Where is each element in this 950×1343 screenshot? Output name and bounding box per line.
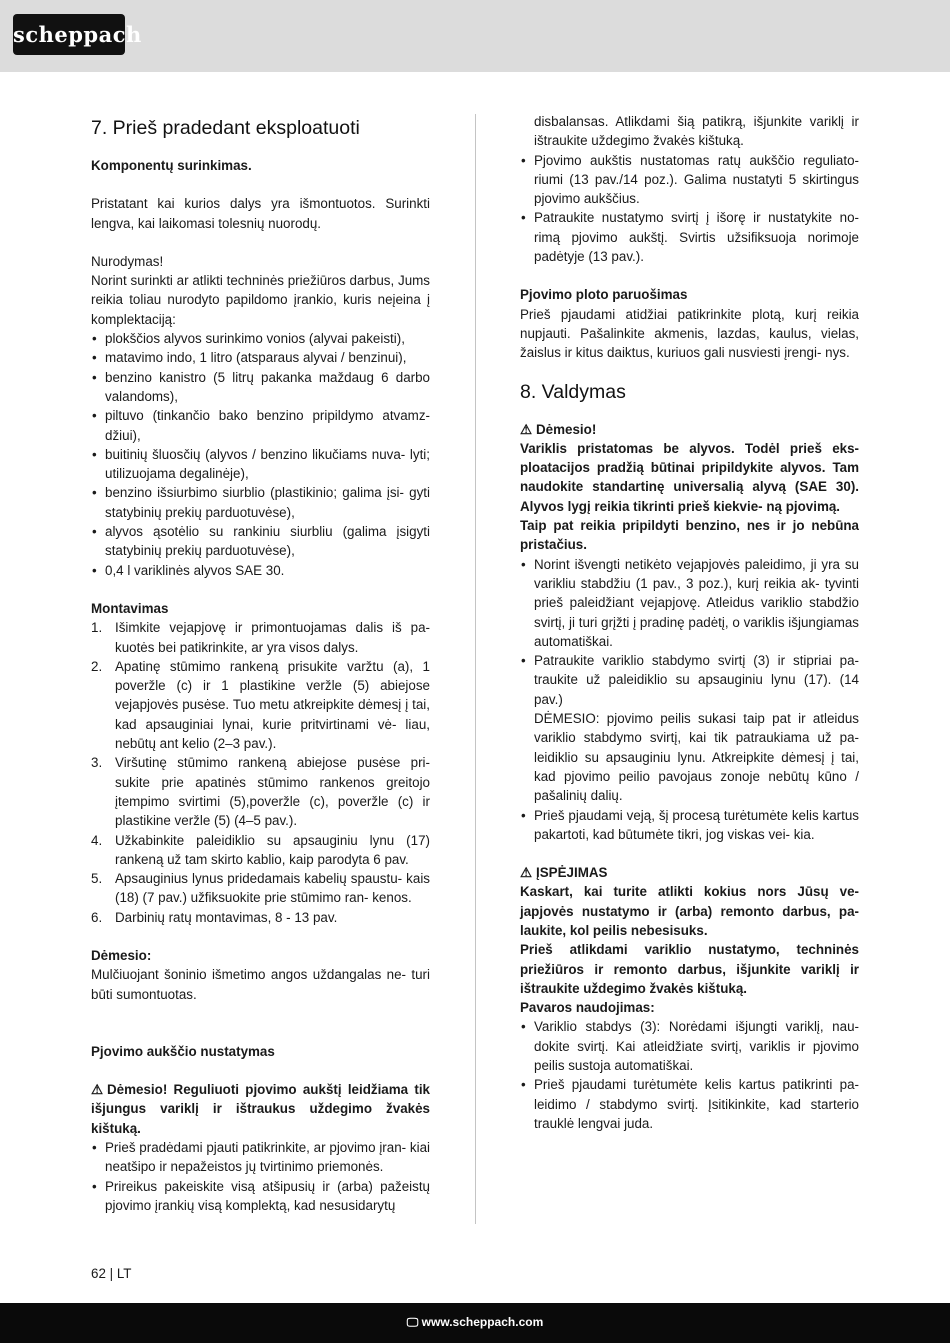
list-item: • Prieš pjaudami veją, šį procesą turėtumėte kelis kartus pakartoti, kad būtumėte tikri, jog viskas vei- kia. <box>520 806 859 845</box>
list-item: • Pjovimo aukštis nustatomas ratų aukščio reguliato- riumi (13 pav./14 poz.). Galima nustatyti 5 skirtingus pjovimo aukščius. <box>520 151 859 209</box>
mounting-steps <box>91 618 430 927</box>
drive-usage-heading: Pavaros naudojimas: <box>520 1000 655 1016</box>
warning-triangle-icon: ⚠ <box>520 865 533 881</box>
scheppach-logo: scheppach <box>13 14 125 55</box>
area-prep-paragraph: Prieš pjaudami atidžiai patikrinkite plotą, kurį reikia nupjauti. Pašalinkite akmenis, lazdas, kaulus, vielas, žaislus ir kitus daiktus, kuriuos gali nusviesti įrengi- nys. <box>520 306 859 361</box>
list-item: • alyvos ąsotėlio su rankiniu siurbliu (galima įsigyti statybinių prekių parduotuvėse), <box>91 522 430 561</box>
list-item: • Prieš pradėdami pjauti patikrinkite, ar pjovimo įran- kiai neatšipo ir nepažeistos jų tvirtinimo priemonės. <box>91 1138 430 1177</box>
list-item: 3. Viršutinę stūmimo rankeną abiejose pusėse pri- sukite prie apatinės stūmimo rankenos greitojo įtempimo svirtimi (5),poveržle (c), poveržle (c) ir plastikine veržle (5) (4–5 pav.). <box>91 755 430 829</box>
area-prep-heading: Pjovimo ploto paruošimas <box>520 287 688 303</box>
list-item: • Variklio stabdys (3): Norėdami išjungti variklį, nau- dokite svirtį. Kai atleidžiate svirtį, variklis ir pjovimo peilis sustoja automatiškai. <box>520 1017 859 1075</box>
page-number: 62 | LT <box>91 1266 132 1281</box>
warning-triangle-icon: ⚠ <box>91 1082 104 1098</box>
note-paragraph: Norint surinkti ar atlikti techninės priežiūros darbus, Jums reikia toliau nurodyto papildomo įrankio, kuris neįeina į komplektaciją: <box>91 273 430 327</box>
list-item: • Patraukite nustatymo svirtį į išorę ir nustatykite no- rimą pjovimo aukštį. Svirtis užsifiksuoja norimoje padėtyje (13 pav.). <box>520 208 859 266</box>
list-item: • 0,4 l variklinės alyvos SAE 30. <box>91 561 430 580</box>
list-item: • plokščios alyvos surinkimo vonios (alyvai pakeisti), <box>91 329 430 348</box>
header-bar <box>0 0 950 72</box>
list-item: • piltuvo (tinkančio bako benzino pripildymo atvamz- džiui), <box>91 406 430 445</box>
attention-paragraph: Mulčiuojant šoninio išmetimo angos uždangalas ne- turi būti sumontuotas. <box>91 967 430 1002</box>
column-divider <box>475 114 476 1224</box>
left-column <box>91 112 430 1215</box>
list-item: • benzino kanistro (5 litrų pakanka maždaug 6 darbo valandoms), <box>91 368 430 407</box>
warning-2-paragraph: Kaskart, kai turite atlikti kokius nors Jūsų ve- japjovės nustatymo ir (arba) remonto darbus, pa- laukite, kol peilis nebesisuks. <box>520 884 859 938</box>
note-label: Nurodymas! <box>91 253 164 269</box>
computer-icon: 🖵 <box>406 1315 422 1329</box>
operation-list <box>520 555 859 844</box>
warning-1-title: ⚠ Dėmesio! <box>520 420 859 439</box>
warning-1-paragraph: Variklis pristatomas be alyvos. Todėl prieš eks- ploatacijos pradžią būtinai pripildykite alyvos. Tam naudokite standartinę universalią alyvą (SAE 30). Alyvos lygį reikia tikrinti prieš kiekvie- ną pjovimą. <box>520 440 859 514</box>
list-item: • matavimo indo, 1 litro (atsparaus alyvai / benzinui), <box>91 348 430 367</box>
list-item: • Prireikus pakeiskite visą atšipusių ir (arba) pažeistų pjovimo įrankių visą komplektą, kad nesusidarytų <box>91 1177 430 1216</box>
section-7-heading: 7. Prieš pradedant eksploatuoti <box>91 117 360 139</box>
website-link[interactable]: 🖵 www.scheppach.com <box>406 1315 544 1329</box>
warning-1-paragraph-2: Taip pat reikia pripildyti benzino, nes ir jo nebūna pristačius. <box>520 518 859 553</box>
assembly-heading: Komponentų surinkimas. <box>91 158 252 173</box>
continued-paragraph: disbalansas. Atlikdami šią patikrą, išjunkite variklį ir ištraukite uždegimo žvakės kištuką. <box>534 114 859 149</box>
tools-list <box>91 329 430 580</box>
footer-bar <box>0 1303 950 1343</box>
cutting-height-warning: ⚠ Dėmesio! Reguliuoti pjovimo aukštį leidžiama tik išjungus variklį ir ištraukus uždegimo žvakės kištuką. <box>91 1082 430 1136</box>
drive-usage-list <box>520 1017 859 1133</box>
operation-note: DĖMESIO: pjovimo peilis sukasi taip pat ir atleidus variklio stabdymo svirtį, kai tik patraukiama už pa- leidiklio su apsauginiu lynu. Atkreipkite dėmesį į tai, kad pjovimo peilio pavojaus zonoje nebūtų kūno / pašalinių dalių. <box>534 711 859 804</box>
section-8-heading: 8. Valdymas <box>520 380 626 403</box>
assembly-paragraph: Pristatant kai kurios dalys yra išmontuotos. Surinkti lengva, kai laikomasi tolesnių nuorodų. <box>91 196 430 231</box>
cutting-height-list <box>91 1138 430 1215</box>
mounting-heading: Montavimas <box>91 600 169 616</box>
list-item: 4. Užkabinkite paleidiklio su apsauginiu lynu (17) rankeną už tam skirto kablio, kaip parodyta 6 pav. <box>91 832 430 867</box>
attention-heading: Dėmesio: <box>91 947 152 963</box>
cutting-height-list-continued <box>520 151 859 267</box>
warning-2-title: ⚠ ĮSPĖJIMAS <box>520 863 859 882</box>
list-item: • Prieš pjaudami turėtumėte kelis kartus patikrinti pa- leidimo / stabdymo svirtį. Įsitikinkite, kad starterio trauklė lengvai juda. <box>520 1075 859 1133</box>
list-item: • Patraukite variklio stabdymo svirtį (3) ir stipriai pa- traukite už paleidiklio su apsauginiu lynu (17). (14 pav.) DĖMESIO: pjovimo peilis sukasi taip pat ir atleidus variklio stabdymo svirtį, kai tik patraukiama už pa- leidiklio su apsauginiu lynu. Atkreipkite dėmesį į tai, kad pjovimo peilio pavojaus zonoje nebūtų kūno / pašalinių dalių. <box>520 651 859 805</box>
list-item: • Norint išvengti netikėto vejapjovės paleidimo, ji yra su varikliu stabdžiu (1 pav., 3 poz.), kurį reikia ak- tyvinti prieš paleidžiant vejapjovę. Atleidus variklio stabdžio svirtį, ji turi grįžti į pradinę padėtį, o variklis išjungiamas automatiškai. <box>520 555 859 651</box>
right-column <box>520 112 859 1133</box>
cutting-height-heading: Pjovimo aukščio nustatymas <box>91 1043 275 1059</box>
list-item: 5. Apsauginius lynus pridedamais kabelių spaustu- kais (18) (7 pav.) užfiksuokite prie stūmimo ran- kenos. <box>91 871 430 906</box>
list-item: 1. Išimkite vejapjovę ir primontuojamas dalis iš pa- kuotės bei patikrinkite, ar yra visos dalys. <box>91 620 430 655</box>
list-item: 2. Apatinę stūmimo rankeną prisukite varžtu (a), 1 poveržle (c) ir 1 plastikine veržle (5) abiejose vejapjovės pusėse. Tuo metu atkreipkite dėmesį į tai, kad apsauginiai lynai, kurie pritvirtinami vė- liau, nebūtų ant kelio (2–3 pav.). <box>91 658 430 752</box>
list-item: • benzino išsiurbimo siurblio (plastikinio; galima įsi- gyti statybinių prekių parduotuvėse), <box>91 483 430 522</box>
list-item: • buitinių šluosčių (alyvos / benzino likučiams nuva- lyti; utilizuojama degalinėje), <box>91 445 430 484</box>
warning-triangle-icon: ⚠ <box>520 421 533 437</box>
warning-2-paragraph-2: Prieš atlikdami variklio nustatymo, techninės priežiūros ir remonto darbus, išjunkite variklį ir ištraukite uždegimo žvakės kištuką. <box>520 942 859 996</box>
list-item: 6. Darbinių ratų montavimas, 8 - 13 pav. <box>91 909 338 925</box>
